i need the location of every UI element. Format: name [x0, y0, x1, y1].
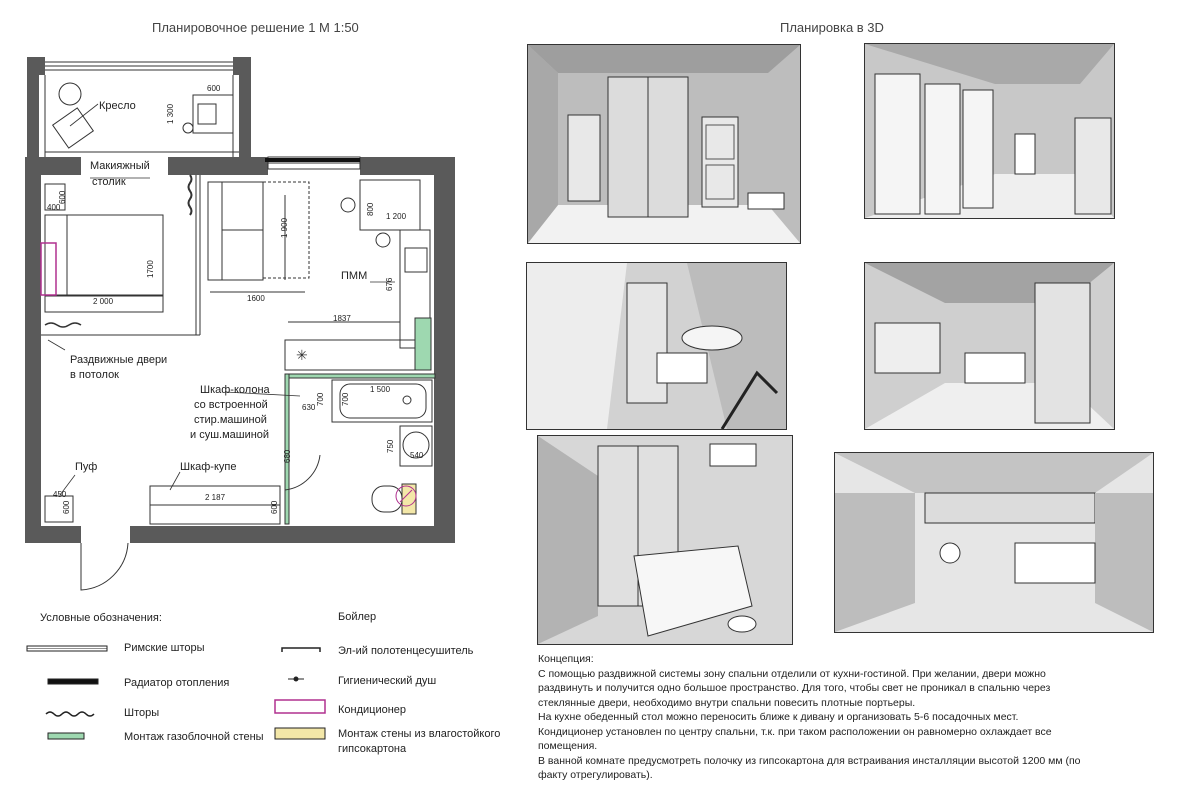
- legend-hygienic-shower: Гигиенический душ: [338, 675, 437, 687]
- view-3d-hallway: [527, 44, 801, 244]
- label-wardrobe-col-3: стир.машиной: [194, 414, 267, 426]
- label-sliding-1: Раздвижные двери: [70, 354, 168, 366]
- dim-2187: 2 187: [205, 493, 226, 502]
- label-sliding-2: в потолок: [70, 369, 119, 381]
- loggia-corner-right: [233, 57, 251, 75]
- dim-630: 630: [302, 403, 316, 412]
- legend-boiler: Бойлер: [338, 611, 377, 623]
- dim-676: 676: [385, 277, 394, 291]
- concept-line: С помощью раздвижной системы зону спальни отделили от кухни-гостиной. При желании, двери можно: [538, 667, 1046, 680]
- view-3d-living: [864, 262, 1115, 430]
- concept-line: стеклянные двери, необходимо внутри спальни повесить плотные портьеры.: [538, 696, 916, 709]
- legend-curtains: Шторы: [124, 707, 160, 719]
- dim-600d: 600: [270, 500, 279, 514]
- dim-1700: 1700: [146, 260, 155, 278]
- ac-icon: [275, 700, 325, 713]
- wall-bottom-left: [25, 526, 81, 543]
- loggia-wall-right: [239, 75, 251, 157]
- dim-1900: 1 900: [280, 217, 289, 238]
- wall-left: [25, 157, 41, 543]
- drywall-icon: [275, 728, 325, 739]
- label-dishwasher: ПММ: [341, 270, 368, 282]
- wall-right: [434, 157, 455, 543]
- label-wardrobe-col-4: и суш.машиной: [190, 429, 270, 441]
- dim-1200: 1 200: [386, 212, 407, 221]
- dim-400: 400: [47, 203, 61, 212]
- legend-drywall-1: Монтаж стены из влагостойкого: [338, 728, 501, 740]
- dim-540: 540: [410, 451, 424, 460]
- legend-gas-block: Монтаж газоблочной стены: [124, 731, 264, 743]
- legend-roman-blinds: Римские шторы: [124, 642, 205, 654]
- dim-1837: 1837: [333, 314, 351, 323]
- wall-top-mid: [168, 157, 268, 175]
- dim-700b: 700: [341, 392, 350, 406]
- concept-line: На кухне обеденный стол можно переносить ближе к дивану и организовать 5-6 посадочных мест.: [538, 711, 1019, 723]
- dim-2000: 2 000: [93, 297, 114, 306]
- dim-1300: 1 300: [166, 103, 175, 124]
- concept-line: Концепция:: [538, 653, 594, 665]
- concept-line: В ванной комнате предусмотреть полочку из гипсокартона для встраивания инсталляции высотой 1200 мм (по: [538, 754, 1081, 767]
- loggia-wall-left: [27, 75, 39, 157]
- dim-450: 450: [53, 490, 67, 499]
- label-makeup-2: столик: [92, 176, 126, 188]
- plan-title: Планировочное решение 1 М 1:50: [152, 20, 359, 35]
- concept-line: раздвинуть и получится одно большое пространство. Для того, чтобы свет не проникал в спальню через: [538, 682, 1051, 694]
- dim-750: 750: [386, 439, 395, 453]
- legend-title: Условные обозначения:: [40, 612, 162, 624]
- legend-drywall-2: гипсокартона: [338, 743, 407, 755]
- label-wardrobe-col-1: Шкаф-колона: [200, 384, 270, 396]
- dim-1500: 1 500: [370, 385, 391, 394]
- label-puf: Пуф: [75, 461, 98, 473]
- view-3d-kitchen: [864, 43, 1115, 219]
- curtains-icon: [46, 712, 94, 716]
- gas-block-icon: [48, 733, 84, 739]
- view-3d-bathroom: [526, 262, 787, 430]
- dim-600b: 600: [58, 190, 67, 204]
- view-3d-loggia: [834, 452, 1154, 633]
- radiator-icon: [48, 679, 98, 684]
- dim-680: 680: [283, 449, 292, 463]
- svg-text:✳: ✳: [296, 347, 308, 363]
- legend-towel-dryer: Эл-ий полотенцесушитель: [338, 645, 474, 657]
- view-3d-bedroom: [537, 435, 793, 645]
- views-3d-title: Планировка в 3D: [780, 20, 884, 35]
- dim-600: 600: [207, 84, 221, 93]
- concept-line: факту отрегулировать).: [538, 769, 653, 781]
- ac-unit: [41, 243, 56, 295]
- legend-radiator: Радиатор отопления: [124, 677, 230, 689]
- label-armchair: Кресло: [99, 100, 136, 112]
- wall-bottom-right: [130, 526, 455, 543]
- dim-600c: 600: [62, 500, 71, 514]
- concept-text: [538, 652, 1138, 783]
- dim-800: 800: [366, 202, 375, 216]
- towel-dryer-icon: [282, 648, 320, 652]
- dim-1600: 1600: [247, 294, 265, 303]
- label-wardrobe-col-2: со встроенной: [194, 399, 268, 411]
- dim-700a: 700: [316, 392, 325, 406]
- loggia-corner-left: [27, 57, 45, 75]
- legend-ac: Кондиционер: [338, 704, 407, 716]
- label-coupe: Шкаф-купе: [180, 461, 237, 473]
- concept-line: помещения.: [538, 740, 598, 752]
- label-makeup-1: Макияжный: [90, 160, 150, 172]
- concept-line: Кондиционер установлен по центру спальни, т.к. при таком расположении он равномерно охлаждает все: [538, 725, 1052, 738]
